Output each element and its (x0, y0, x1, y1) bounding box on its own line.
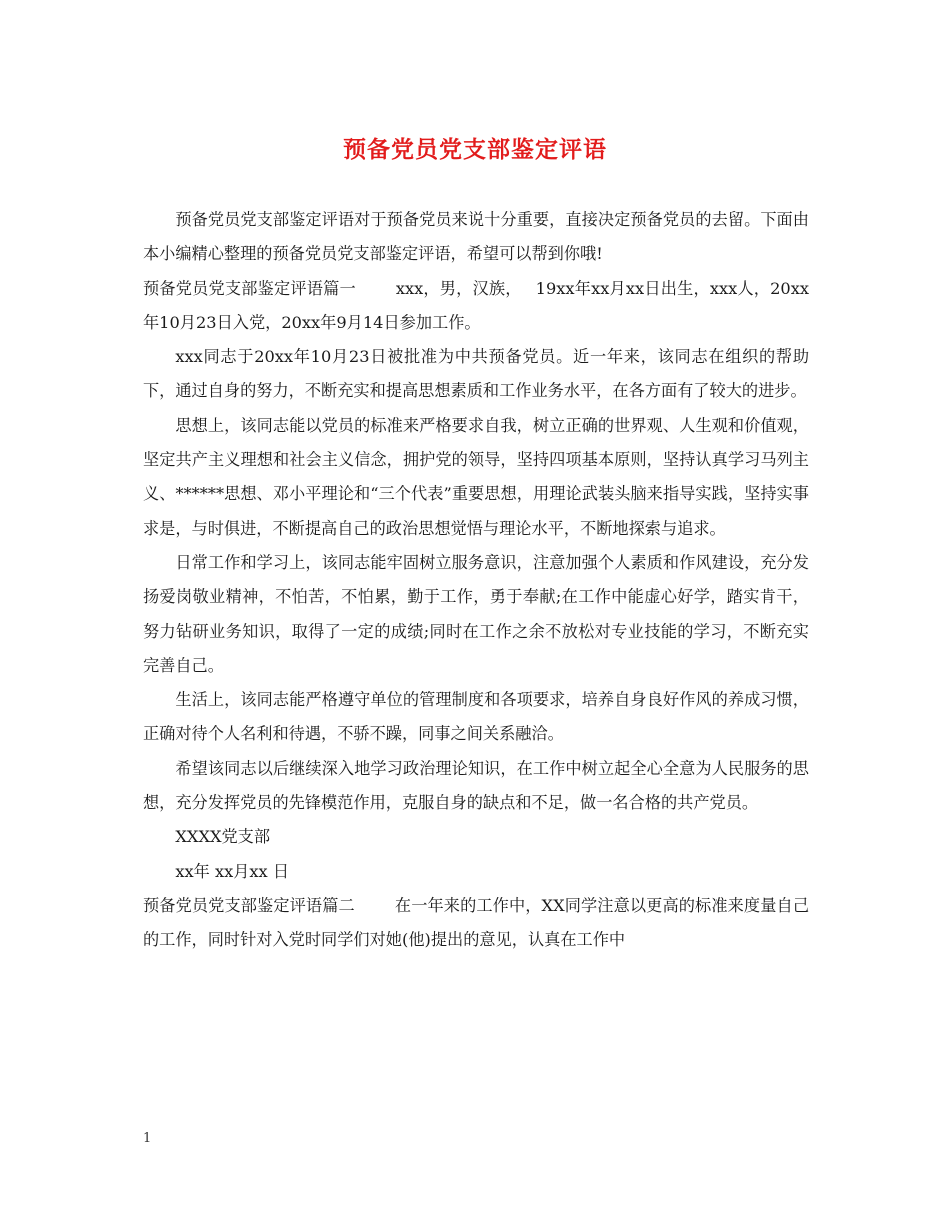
section2-intro (143, 889, 809, 958)
page-number: 1 (143, 1131, 152, 1146)
signature-date: xx年 xx月xx 日 (175, 861, 290, 881)
section1-intro-a: xxx，男，汉族， (395, 278, 522, 298)
signature-org: XXXX党支部 (175, 827, 271, 847)
section1-heading: 预备党员党支部鉴定评语篇一 (143, 278, 356, 298)
paragraph-life: 生活上，该同志能严格遵守单位的管理制度和各项要求，培养自身良好作风的养成习惯，正确对待个人名利和待遇，不骄不躁，同事之间关系融洽。 (143, 690, 809, 744)
section2-heading: 预备党员党支部鉴定评语篇二 (143, 895, 355, 915)
paragraph-approval: xxx同志于20xx年10月23日被批准为中共预备党员。近一年来，该同志在组织的帮助下，通过自身的努力，不断充实和提高思想素质和工作业务水平，在各方面有了较大的进步。 (143, 347, 809, 401)
intro-paragraph: 预备党员党支部鉴定评语对于预备党员来说十分重要，直接决定预备党员的去留。下面由本小编精心整理的预备党员党支部鉴定评语，希望可以帮到你哦! (143, 210, 809, 264)
section2-text: 在一年来的工作中，XX同学注意以更高的标准来度量自己的工作，同时针对入党时同学们对她(他)提出的意见，认真在工作中 (143, 895, 810, 950)
paragraph-work: 日常工作和学习上，该同志能牢固树立服务意识，注意加强个人素质和作风建设，充分发扬爱岗敬业精神，不怕苦，不怕累，勤于工作，勇于奉献;在工作中能虚心好学，踏实肯干，努力钻研业务知识，取得了一定的成绩;同时在工作之余不放松对专业技能的学习，不断充实完善自己。 (143, 552, 809, 675)
paragraph-ideology: 思想上，该同志能以党员的标准来严格要求自我，树立正确的世界观、人生观和价值观，坚定共产主义理想和社会主义信念，拥护党的领导，坚持四项基本原则，坚持认真学习马列主义、******思想、邓小平理论和“三个代表”重要思想，用理论武装头脑来指导实践，坚持实事求是，与时俱进，不断提高自己的政治思想觉悟与理论水平，不断地探索与追求。 (143, 415, 809, 538)
paragraph-hope: 希望该同志以后继续深入地学习政治理论知识，在工作中树立起全心全意为人民服务的思想，充分发挥党员的先锋模范作用，克服自身的缺点和不足，做一名合格的共产党员。 (143, 758, 809, 813)
document-title: 预备党员党支部鉴定评语 (343, 136, 607, 163)
section1-intro-b: 19xx年xx月xx日出生，xxx人，20xx年10月23日入党，20xx年9月14日参加工作。 (143, 278, 809, 332)
document-body (143, 203, 809, 958)
section1-intro (143, 272, 809, 341)
